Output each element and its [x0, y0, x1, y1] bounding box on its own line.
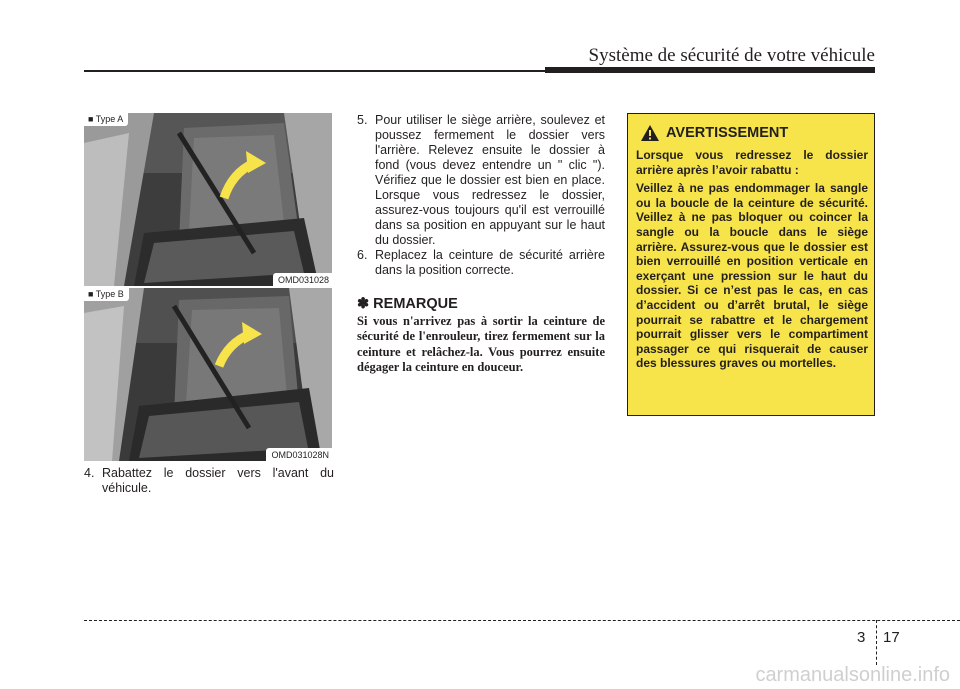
step-text: Pour utiliser le siège arrière, soulevez et poussez fermement le dossier vers l'arrière. Relevez ensuite le dossier à fond (vous devez entendre un " clic "). Vérifiez que le dossier est bien en place. Lorsque vous redressez le dossier, assurez-vous toujours qu'il est verrouillé dans sa position en appuyant sur le haut du dossier.: [375, 113, 605, 247]
header-rule-accent: [545, 67, 875, 73]
figure-code: OMD031028: [273, 273, 332, 286]
instruction-step-4: [84, 466, 334, 496]
instruction-step-5: [357, 113, 605, 248]
warning-text: [636, 148, 868, 375]
figure-type-label: ■ Type B: [84, 288, 129, 301]
instruction-step-6: [357, 248, 605, 278]
footer-rule: [84, 620, 960, 621]
step-number: 6.: [357, 248, 368, 262]
step-number: 5.: [357, 113, 368, 127]
figure-type-label: ■ Type A: [84, 113, 128, 126]
figure-code: OMD031028N: [266, 448, 332, 461]
warning-title: AVERTISSEMENT: [666, 125, 789, 141]
footer-divider: [876, 620, 877, 665]
remark-text: Si vous n'arrivez pas à sortir la ceinture de sécurité de l'enrouleur, tirez fermement sur la ceinture et relâchez-la. Vous pourrez ensuite dégager la ceinture en douceur.: [357, 314, 605, 374]
rear-seat-photo: [84, 113, 332, 286]
chapter-number: 3: [857, 629, 866, 646]
figure-rear-seat-type-a: [84, 113, 332, 286]
warning-box: [627, 113, 875, 416]
warning-paragraph: Lorsque vous redressez le dossier arrière après l’avoir rabattu :: [636, 148, 868, 177]
remark-heading: ✽ REMARQUE: [357, 296, 458, 312]
warning-triangle-icon: [640, 124, 660, 142]
step-text: Replacez la ceinture de sécurité arrière dans la position correcte.: [375, 248, 605, 277]
warning-paragraph: Veillez à ne pas endommager la sangle ou la boucle de la ceinture de sécurité. Veillez à ne pas bloquer ou coincer la sangle ou la boucle dans le siège arrière. Assurez-vous que le dossier est bien verrouillé en position verticale en exerçant une pression sur le haut du dossier. Si ce n’est pas le cas, en cas d’accident ou d’arrêt brutal, le siège pourrait se rabattre et le chargement pourrait glisser vers le compartiment passager ce qui risquerait de causer des blessures graves ou mortelles.: [636, 181, 868, 371]
step-text: Rabattez le dossier vers l'avant du véhicule.: [102, 466, 334, 495]
figure-rear-seat-type-b: [84, 288, 332, 461]
watermark: carmanualsonline.info: [755, 664, 950, 686]
page-header-title: Système de sécurité de votre véhicule: [588, 45, 875, 66]
warning-header: [640, 124, 788, 142]
rear-seat-photo: [84, 288, 332, 461]
step-number: 4.: [84, 466, 95, 480]
page-number: 17: [883, 629, 900, 646]
